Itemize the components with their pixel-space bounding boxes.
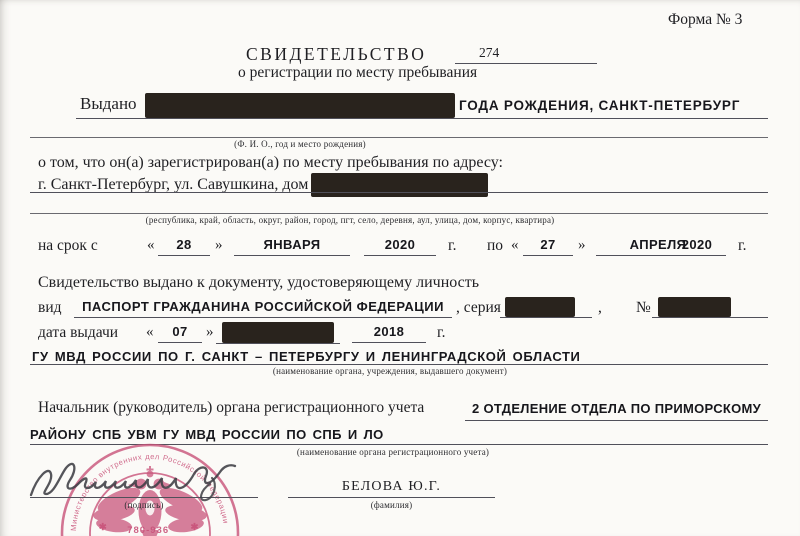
year-suffix-3: г. [437,324,446,341]
authority-name-line1: 2 ОТДЕЛЕНИЕ ОТДЕЛА ПО ПРИМОРСКОМУ [472,401,762,416]
close-quote-1: » [215,237,223,253]
period-to-label: по [487,237,504,254]
issue-month-line [216,343,340,344]
address-line [30,192,768,193]
authority-name-line2: РАЙОНУ СПБ УВМ ГУ МВД РОССИИ ПО СПБ И ЛО [30,427,384,442]
issue-date-day: 07 [158,323,202,343]
signature-caption: (подпись) [124,500,164,510]
issued-to-label: Выдано [80,94,137,113]
period-to-year: 2020 [668,236,726,256]
redaction-issue-month [222,322,334,343]
authority-line-1 [465,420,768,421]
period-to-month: АПРЕЛЯ [596,236,720,256]
stamp-star-left: ✱ [98,522,108,533]
period-from-day: 28 [158,236,210,256]
issue-date-label: дата выдачи [38,324,119,341]
authority-head-label: Начальник (руководитель) органа регистрационного учета [38,399,425,416]
year-suffix-2: г. [738,237,747,254]
address-caption: (республика, край, область, округ, район, город, пгт, село, деревня, аул, улица, дом, корпус, квартира) [145,215,555,225]
open-quote-3: « [146,324,154,340]
redaction-name [145,93,455,118]
series-line [500,317,592,318]
certificate-number: 274 [455,45,597,64]
period-from-month: ЯНВАРЯ [234,236,350,256]
redaction-house-number [311,173,488,197]
document-title: СВИДЕТЕЛЬСТВО [246,44,427,64]
address-value: г. Санкт-Петербург, ул. Савушкина, дом [38,176,309,193]
birth-info-value: ГОДА РОЖДЕНИЯ, САНКТ-ПЕТЕРБУРГ [459,98,741,113]
redaction-series [505,297,575,317]
year-suffix-1: г. [448,237,457,254]
name-line [76,118,768,119]
name-signature-line [288,497,495,498]
name-line-2 [30,137,768,138]
issuer-line [30,364,768,365]
handwritten-signature [25,453,263,505]
registration-statement: о том, что он(а) зарегистрирован(а) по месту пребывания по адресу: [38,154,503,171]
close-quote-3: » [206,324,214,340]
document-statement: Свидетельство выдано к документу, удостоверяющему личность [38,274,480,291]
issuer-value: ГУ МВД РОССИИ ПО Г. САНКТ – ПЕТЕРБУРГУ И ЛЕНИНГРАДСКОЙ ОБЛАСТИ [32,349,581,364]
period-from-year: 2020 [364,236,436,256]
doc-type-label: вид [38,299,62,316]
document-subtitle: о регистрации по месту пребывания [238,64,478,81]
stamp-star-right: ✱ [190,522,200,533]
series-label: , серия [456,299,501,316]
doc-type-value: ПАСПОРТ ГРАЖДАНИНА РОССИЙСКОЙ ФЕДЕРАЦИИ [74,298,452,318]
stamp-ring-text: Министерство внутренних дел Российской Федерации [68,451,231,532]
open-quote-2: « [511,237,519,253]
redaction-doc-number [658,297,731,317]
issue-date-year: 2018 [352,323,426,343]
series-comma: , [598,299,602,316]
issuer-caption: (наименование органа, учреждения, выдавшего документ) [272,366,508,376]
period-prefix: на срок с [38,237,98,254]
close-quote-2: » [578,237,586,253]
address-line-2 [30,213,768,214]
official-name-caption: (фамилия) [370,500,413,510]
form-number-label: Форма № 3 [668,11,743,28]
doc-number-line [652,317,768,318]
authority-caption: (наименование органа регистрационного учета) [296,447,490,457]
official-name: БЕЛОВА Ю.Г. [341,479,442,494]
stamp-code: 780-936 [127,525,170,536]
open-quote-1: « [147,237,155,253]
period-to-day: 27 [523,236,573,256]
name-caption: (Ф. И. О., год и место рождения) [234,139,366,149]
doc-number-label: № [636,299,651,316]
